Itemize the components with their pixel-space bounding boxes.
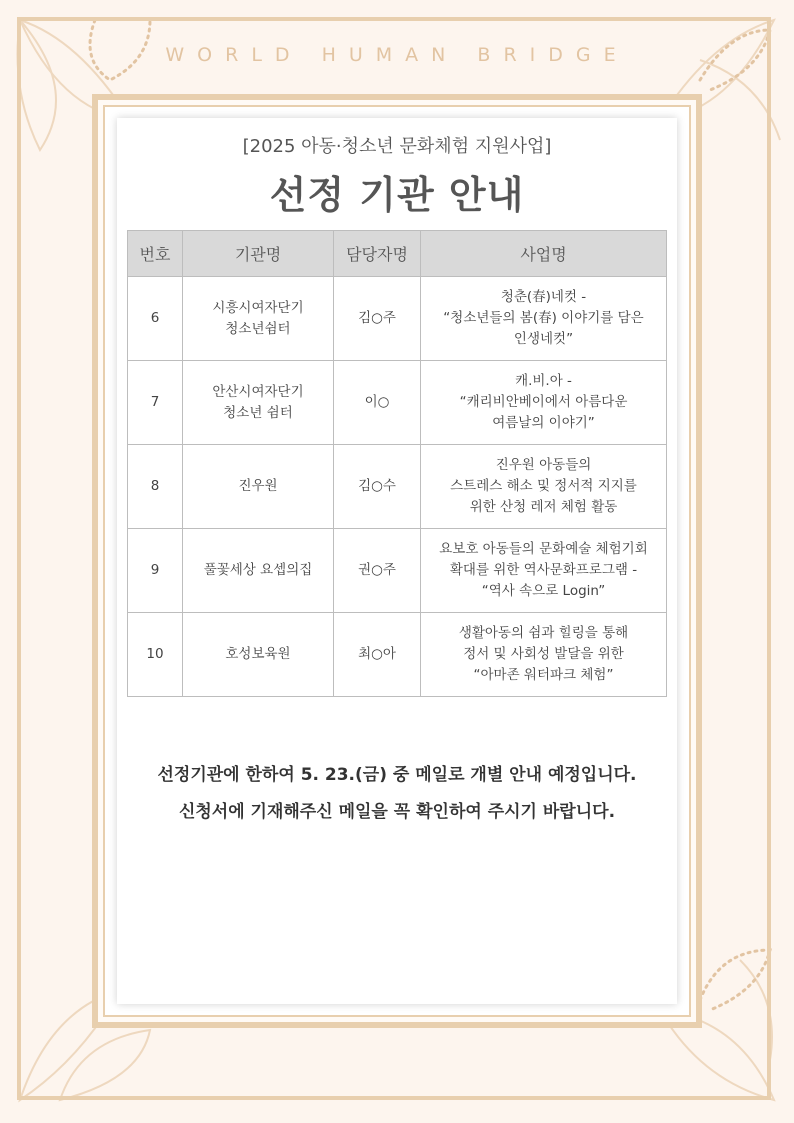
cell-manager: 권○주: [334, 529, 421, 613]
cell-number: 9: [128, 529, 183, 613]
notice-line-2: 신청서에 기재해주신 메일을 꼭 확인하여 주시기 바랍니다.: [178, 802, 616, 822]
notice-panel: [117, 118, 677, 1004]
selected-org-table: [127, 230, 667, 697]
cell-project: 생활아동의 쉼과 힐링을 통해 정서 및 사회성 발달을 위한 “아마존 워터파크 체험”: [421, 613, 667, 697]
cell-org: 진우원: [183, 445, 334, 529]
cell-manager: 최○아: [334, 613, 421, 697]
cell-number: 7: [128, 361, 183, 445]
cell-number: 10: [128, 613, 183, 697]
header-project: 사업명: [421, 231, 667, 277]
cell-project: 청춘(春)네컷 - “청소년들의 봄(春) 이야기를 담은 인생네컷”: [421, 277, 667, 361]
cell-manager: 이○: [334, 361, 421, 445]
page-title: 선정 기관 안내: [269, 173, 525, 217]
cell-project: 요보호 아동들의 문화예술 체험기회 확대를 위한 역사문화프로그램 - “역사 속으로 Login”: [421, 529, 667, 613]
cell-project: 캐.비.아 - “캐리비안베이에서 아름다운 여름날의 이야기”: [421, 361, 667, 445]
header-number: 번호: [128, 231, 183, 277]
cell-org: 호성보육원: [183, 613, 334, 697]
table-row: [128, 529, 667, 613]
cell-number: 6: [128, 277, 183, 361]
table-header-row: [128, 231, 667, 277]
subtitle: [2025 아동·청소년 문화체험 지원사업]: [242, 136, 552, 157]
table-row: [128, 445, 667, 529]
header-org: 기관명: [183, 231, 334, 277]
cell-manager: 김○수: [334, 445, 421, 529]
cell-manager: 김○주: [334, 277, 421, 361]
cell-org: 안산시여자단기 청소년 쉼터: [183, 361, 334, 445]
brand-text: WORLD HUMAN BRIDGE: [165, 44, 629, 66]
table-row: [128, 361, 667, 445]
cell-org: 풀꽃세상 요셉의집: [183, 529, 334, 613]
cell-project: 진우원 아동들의 스트레스 해소 및 정서적 지지를 위한 산청 레저 체험 활동: [421, 445, 667, 529]
table-row: [128, 613, 667, 697]
cell-org: 시흥시여자단기 청소년쉼터: [183, 277, 334, 361]
header-manager: 담당자명: [334, 231, 421, 277]
notice-line-1: 선정기관에 한하여 5. 23.(금) 중 메일로 개별 안내 예정입니다.: [157, 765, 637, 785]
cell-number: 8: [128, 445, 183, 529]
table-row: [128, 277, 667, 361]
